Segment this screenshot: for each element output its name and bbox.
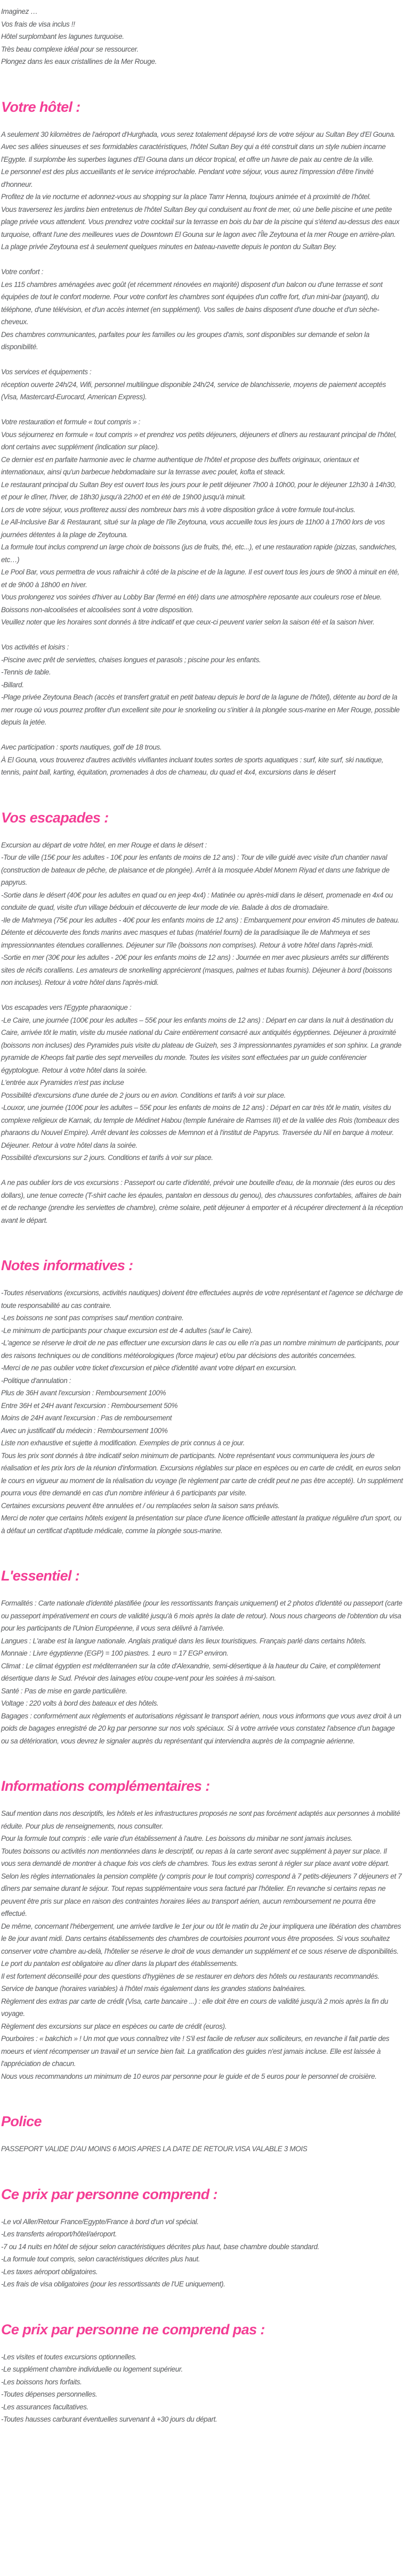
paragraph-line: -Toutes hausses carburant éventuelles survenant à +30 jours du départ.: [1, 2415, 217, 2424]
paragraph-line: Pour la formule tout compris : elle varie d'un établissement à l'autre. Les boissons du minibar ne sont jamais incluses.: [1, 1834, 353, 1843]
section-heading: Ce prix par personne comprend :: [1, 2186, 217, 2202]
paragraph-line: Tous les prix sont donnés à titre indicatif selon minimum de participants. Notre représentant vous communiquera les jours de réalisation et les prix lors de la réunion d'information. Excursions réglables sur place en espèces ou en carte de crédit, en euros selon le cours en vigueur au moment de la réalisation du voyage (le règlement par carte de crédit peut ne pas être accepté). Un supplément pourra vous être demandé en cas d'un nombre inférieur à 6 participants par visite.: [1, 1451, 403, 1497]
section: [1, 1778, 403, 2083]
paragraph-line: -Les boissons hors forfaits.: [1, 2377, 82, 2386]
paragraph-line: -Piscine avec prêt de serviettes, chaises longues et parasols ; piscine pour les enfants.: [1, 655, 261, 664]
paragraph-line: Votre confort :: [1, 268, 44, 276]
paragraph-line: -Sortie en mer (30€ pour les adultes - 20€ pour les enfants moins de 12 ans) : Journée en mer avec plusieurs arrêts sur différents sites de récifs coralliens. Les amateurs de snorkelling apprécieront (masques, palmes et tubas fournis). Déjeuner à bord (boissons non incluses). Retour à votre hôtel dans l'après-midi.: [1, 953, 392, 987]
paragraph-line: -Toutes dépenses personnelles.: [1, 2390, 98, 2399]
paragraph-line: Le personnel est des plus accueillants et le service irréprochable. Pendant votre séjour, vous aurez l'impression d'être l'invité d'honneur.: [1, 168, 374, 188]
paragraph-line: -Les taxes aéroport obligatoires.: [1, 2267, 98, 2276]
paragraph-line: -Les transferts aéroport/hôtel/aéroport.: [1, 2230, 117, 2238]
paragraph-line: La formule tout inclus comprend un large choix de boissons (jus de fruits, thé, etc...), et une restauration rapide (pizzas, sandwiches, etc…): [1, 543, 397, 564]
paragraph-line: Avec un justificatif du médecin : Remboursement 100%: [1, 1426, 168, 1435]
paragraph-line: -Merci de ne pas oublier votre ticket d'excursion et pièce d'identité avant votre départ en excursion.: [1, 1364, 297, 1372]
paragraph-line: Vous prolongerez vos soirées d'hiver au Lobby Bar (fermé en été) dans une atmosphère reposante aux couleurs rose et bleue. Boissons non-alcoolisées et alcoolisées sont à votre disposition.: [1, 593, 382, 614]
paragraph-line: -Le supplément chambre individuelle ou logement supérieur.: [1, 2365, 183, 2374]
paragraph-line: Bagages : conformément aux règlements et autorisations régissant le transport aérien, nous vous informons que vous avez droit à un poids de bagages enregistré de 20 kg par personne sur nos vols spéciaux. Si à votre arrivée vous constatez l'absence d'un bagage ou sa détérioration, vous devrez le signaler auprès du représentant qui interviendra auprès de la compagnie aérienne.: [1, 1711, 401, 1745]
paragraph-line: -Les visites et toutes excursions optionnelles.: [1, 2352, 137, 2361]
paragraph-line: -La formule tout compris, selon caractéristiques décrites plus haut.: [1, 2255, 200, 2264]
section-heading: Vos escapades :: [1, 809, 109, 826]
paragraph-line: Le port du pantalon est obligatoire au dîner dans la plupart des établissements.: [1, 1960, 238, 1968]
paragraph-line: Profitez de la vie nocturne et adonnez-vous au shopping sur la place Tamr Henna, toujours animée et à proximité de l'hôtel.: [1, 193, 371, 201]
section: [1, 2113, 403, 2155]
paragraph-line: -Louxor, une journée (100€ pour les adultes – 55€ pour les enfants de moins de 12 ans) : Départ en car très tôt le matin, visites du complexe religieux de Karnak, du temple de Médinet Habou (temple funéraire de Ramses III) et de la vallée des Rois (tombeaux des pharaons du Nouvel Empire). Arrêt devant les colosses de Memnon et à l'institut de Papyrus. Traversée du Nil en barque à moteur. Déjeuner. Retour à votre hôtel dans la soirée.: [1, 1104, 399, 1149]
paragraph-line: De même, concernant l'hébergement, une arrivée tardive le 1er jour ou tôt le matin du 2e jour impliquera une libération des chambres le 8e jour avant midi. Dans certains établissements des chambres de courtoisies pourront vous être proposées. Si vous souhaitez conserver votre chambre au-delà, l'hôtelier se réserve le droit de vous demander un supplément et ce sous réserve de disponibilités.: [1, 1922, 401, 1955]
section-heading: Informations complémentaires :: [1, 1778, 210, 1795]
paragraph-line: Entre 36H et 24H avant l'excursion : Remboursement 50%: [1, 1401, 178, 1410]
paragraph-line: Avec participation : sports nautiques, golf de 18 trous.: [1, 743, 162, 752]
paragraph-line: Santé : Pas de mise en garde particulière.: [1, 1686, 127, 1695]
paragraph-line: Toutes boissons ou activités non mentionnées dans le descriptif, ou repas à la carte seront avec supplément à payer sur place. Il vous sera demandé de montrer à chaque fois vos clefs de chambres. Tous les extras seront à régler sur place avant votre départ.: [1, 1847, 390, 1868]
paragraph-line: -Politique d'annulation :: [1, 1376, 71, 1385]
paragraph-line: Vous séjournerez en formule « tout compris » et prendrez vos petits déjeuners, déjeuners et dîners au restaurant principal de l'hôtel, dont certains avec supplément (indication sur place).: [1, 430, 397, 451]
paragraph-line: Nous vous recommandons un minimum de 10 euros par personne pour le guide et de 5 euros pour le personnel de croisière.: [1, 2072, 377, 2080]
paragraph-line: Sauf mention dans nos descriptifs, les hôtels et les infrastructures proposés ne sont pas forcément adaptés aux personnes à mobilité réduite. Pour plus de renseignements, nous consulter.: [1, 1809, 400, 1830]
paragraph-line: -Tour de ville (15€ pour les adultes - 10€ pour les enfants de moins de 12 ans) : Tour de ville guidé avec visite d'un chantier naval (construction de bateaux de pêche, de plaisance et de plongée). Arrêt à la mosquée Abdel Monem Riyad et dans une fabrique de papyrus.: [1, 853, 390, 887]
section-heading: Police: [1, 2113, 42, 2130]
section-heading: L'essentiel :: [1, 1568, 80, 1584]
paragraph-line: Voltage : 220 volts à bord des bateaux et des hôtels.: [1, 1699, 159, 1708]
paragraph-line: Plongez dans les eaux cristallines de la Mer Rouge.: [1, 57, 157, 65]
section: [1, 5, 403, 68]
paragraph-line: Liste non exhaustive et sujette à modification. Exemples de prix connus à ce jour.: [1, 1439, 245, 1447]
paragraph-line: Règlement des excursions sur place en espèces ou carte de crédit (euros).: [1, 2022, 227, 2030]
paragraph-line: Les 115 chambres aménagées avec goût (et récemment rénovées en majorité) disposent d'un balcon ou d'une terrasse et sont équipées de tout le confort moderne. Pour votre confort les chambres sont équipées d'un coffre fort, d'un mini-bar (payant), du téléphone, d'une télévision, et d'un accès internet (en supplément). Vos salles de bains disposent d'une douche et d'un sèche-cheveux.: [1, 280, 383, 326]
paragraph-line: Formalités : Carte nationale d'identité plastifiée (pour les ressortissants français uniquement) et 2 photos d'identité ou passeport (carte ou passeport impérativement en cours de validité jusqu'à 6 mois après la date de retour). Nous nous chargeons de l'obtention du visa pour les participants de l'Union Européenne, il vous sera délivré à l'arrivée.: [1, 1599, 402, 1633]
blank-line: [1, 989, 403, 1002]
paragraph-line: réception ouverte 24h/24, Wifi, personnel multilingue disponible 24h/24, service de blanchisserie, moyens de paiement acceptés (Visa, Mastercard-Eurocard, American Express).: [1, 380, 386, 401]
paragraph-line: -Les assurances facultatives.: [1, 2402, 88, 2411]
blank-line: [1, 253, 403, 266]
paragraph-line: Pourboires : « bakchich » ! Un mot que vous connaîtrez vite ! S'il est facile de refuser aux solliciteurs, en revanche il fait partie des moeurs et vient récompenser un travail et un service bien fait. La gratification des guides n'est jamais incluse. Elle est laissée à l'appréciation de chacun.: [1, 2035, 390, 2068]
paragraph-line: Hôtel surplombant les lagunes turquoise.: [1, 32, 124, 40]
paragraph-line: -Plage privée Zeytouna Beach (accès et transfert gratuit en petit bateau depuis le bord de la lagune de l'hôtel), détente au bord de la mer rouge où vous pourrez profiter d'un excellent site pour le snorkeling ou s'initier à la plongée sous-marine en Mer Rouge, possible depuis la jetée.: [1, 693, 400, 727]
paragraph-line: A seulement 30 kilomètres de l'aéroport d'Hurghada, vous serez totalement dépaysé lors de votre séjour au Sultan Bey d'El Gouna.: [1, 130, 395, 138]
paragraph-line: Vos escapades vers l'Egypte pharaonique :: [1, 1003, 132, 1012]
paragraph-line: Ce dernier est en parfaite harmonie avec le charme authentique de l'hôtel et propose des buffets originaux, orientaux et internationaux, ainsi qu'un barbecue hebdomadaire sur la terrasse avec poulet, kofta et steack.: [1, 455, 359, 476]
paragraph-line: Vos frais de visa inclus !!: [1, 20, 75, 28]
paragraph-line: -Billard.: [1, 680, 24, 689]
paragraph-line: Possibilité d'excursions d'une durée de 2 jours ou en avion. Conditions et tarifs à voir sur place.: [1, 1091, 286, 1099]
paragraph-line: PASSEPORT VALIDE D'AU MOINS 6 MOIS APRES LA DATE DE RETOUR.VISA VALABLE 3 MOIS: [1, 2145, 308, 2153]
section-heading: Votre hôtel :: [1, 98, 80, 115]
section: [1, 1257, 403, 1537]
paragraph-line: -Ile de Mahmeya (75€ pour les adultes - 40€ pour les enfants moins de 12 ans) : Embarquement pour environ 45 minutes de bateau. Détente et découverte des fonds marins avec masques et tubas (matériel fourni) de la paradisiaque île de Mahmeya et ses impressionnantes étendues coralliennes. Déjeuner sur l'île (boissons non comprises). Retour à votre hôtel dans l'après-midi.: [1, 916, 400, 949]
blank-line: [1, 404, 403, 416]
paragraph-line: Le Pool Bar, vous permettra de vous rafraichir à côté de la piscine et de la lagune. Il est ouvert tous les jours de 9h00 à minuit en été, et de 9h00 à 18h00 en hiver.: [1, 568, 400, 589]
paragraph-line: Possibilité d'excursions sur 2 jours. Conditions et tarifs à voir sur place.: [1, 1154, 213, 1162]
section: [1, 810, 403, 1227]
paragraph-line: Selon les règles internationales la pension complète (y compris pour le tout compris) correspond à 7 petits-déjeuners 7 déjeuners et 7 dîners par semaine durant le séjour. Tout repas supplémentaire vous sera facturé par l'hôtelier. En revanche si certains repas ne peuvent être pris sur place en raison des contraintes horaires liées au transport aérien, aucun remboursement ne pourra être effectué.: [1, 1872, 402, 1918]
paragraph-line: Des chambres communicantes, parfaites pour les familles ou les groupes d'amis, sont disponibles sur demande et selon la disponibilité.: [1, 330, 370, 351]
paragraph-line: Excursion au départ de votre hôtel, en mer Rouge et dans le désert :: [1, 841, 207, 849]
paragraph-line: -Sortie dans le désert (40€ pour les adultes en quad ou en jeep 4x4) : Matinée ou après-midi dans le désert, promenade en 4x4 ou conduite de quad, visite d'un village bédouin et découverte de leur mode de vie. Balade à dos de dromadaire.: [1, 891, 393, 912]
paragraph-line: Règlement des extras par carte de crédit (Visa, carte bancaire ...) : elle doit être en cours de validité jusqu'à 2 mois après la fin du voyage.: [1, 1997, 389, 2018]
paragraph-line: À El Gouna, vous trouverez d'autres activités vivifiantes incluant toutes sortes de sports aquatiques : surf, kite surf, ski nautique, tennis, paint ball, karting, équitation, promenades à dos de chameau, du quad et 4x4, excursions dans le désert: [1, 755, 384, 777]
paragraph-line: Vos services et équipements :: [1, 368, 92, 376]
section-heading: Notes informatives :: [1, 1257, 133, 1274]
paragraph-line: -Toutes réservations (excursions, activités nautiques) doivent être effectuées auprès de votre représentant et l'agence se décharge de toute responsabilité au cas contraire.: [1, 1289, 403, 1310]
paragraph-line: Langues : L'arabe est la langue nationale. Anglais pratiqué dans les lieux touristiques. Français parlé dans certains hôtels.: [1, 1636, 367, 1645]
paragraph-line: Le restaurant principal du Sultan Bey est ouvert tous les jours pour le petit déjeuner 7h00 à 10h00, pour le déjeuner 12h30 à 14h30, et pour le dîner, l'hiver, de 18h30 jusqu'à 22h00 et en été de 19h00 jusqu'à minuit.: [1, 480, 397, 501]
paragraph-line: -Le Caire, une journée (100€ pour les adultes – 55€ pour les enfants moins de 12 ans) : Départ en car dans la nuit à destination du Caire, arrivée tôt le matin, visite du musée national du Caire entièrement consacré aux antiquités égyptiennes. Déjeuner à proximité (boissons non incluses) des Pyramides puis visite du plateau de Guizeh, ses 3 impressionnantes pyramides et son sphinx. La grande pyramide de Kheops fait partie des sept merveilles du monde. Toutes les visites sont effectuées par un guide conférencier égyptologue. Retour à votre hôtel dans la soirée.: [1, 1016, 402, 1074]
paragraph-line: Lors de votre séjour, vous profiterez aussi des nombreux bars mis à votre disposition grâce à votre formule tout-inclus.: [1, 505, 355, 514]
blank-line: [1, 1164, 403, 1177]
section: [1, 1568, 403, 1747]
paragraph-line: -Le vol Aller/Retour France/Egypte/France à bord d'un vol spécial.: [1, 2217, 199, 2226]
paragraph-line: Imaginez …: [1, 7, 38, 15]
section: [1, 2186, 403, 2291]
paragraph-line: Très beau complexe idéal pour se ressourcer.: [1, 45, 139, 53]
paragraph-line: -Le minimum de participants pour chaque excursion est de 4 adultes (sauf le Caire).: [1, 1326, 253, 1335]
paragraph-line: Vos activités et loisirs :: [1, 643, 69, 652]
paragraph-line: Vous traverserez les jardins bien entretenus de l'hôtel Sultan Bey qui conduisent au front de mer, où une belle piscine et une petite plage privée vous attendent. Vous prendrez votre cocktail sur la terrasse en bois du bar de la piscine qui s'étend au-dessus des eaux turquoise, offrant l'une des meilleures vues de Downtown El Gouna sur le lagon avec l'Île Zeytouna et la mer Rouge en arrière-plan. La plage privée Zeytouna est à seulement quelques minutes en bateau-navette depuis le ponton du Sultan Bey.: [1, 205, 400, 251]
paragraph-line: -Tennis de table.: [1, 668, 51, 677]
paragraph-line: Votre restauration et formule « tout compris » :: [1, 418, 141, 426]
paragraph-line: -Les frais de visa obligatoires (pour les ressortissants de l'UE uniquement).: [1, 2280, 225, 2289]
section-heading: Ce prix par personne ne comprend pas :: [1, 2321, 265, 2338]
paragraph-line: Merci de noter que certains hôtels exigent la présentation sur place d'une licence officielle attestant la pratique régulière d'un sport, ou à défaut un certificat d'aptitude médicale, comme la plongée sous-marine.: [1, 1514, 401, 1535]
blank-line: [1, 729, 403, 742]
paragraph-line: -Les boissons ne sont pas comprises sauf mention contraire.: [1, 1314, 184, 1322]
paragraph-line: Certaines excursions peuvent être annulées et / ou remplacées selon la saison sans préavis.: [1, 1501, 280, 1510]
paragraph-line: -L'agence se réserve le droit de ne pas effectuer une excursion dans le cas ou elle n'a pas un nombre minimum de participants, pour des raisons techniques ou de conditions météorologiques (force majeur) et/ou par décisions des autorités concernées.: [1, 1339, 399, 1360]
paragraph-line: Service de banque (horaires variables) à l'hôtel mais également dans les grandes stations balnéaires.: [1, 1985, 306, 1993]
blank-line: [1, 353, 403, 366]
paragraph-line: A ne pas oublier lors de vos excursions : Passeport ou carte d'identité, prévoir une bouteille d'eau, de la monnaie (des euros ou des dollars), une tenue correcte (T-shirt cache les épaules, pantalon en dessous du genou), des chaussures confortables, affaires de bain et de rechange (prendre les serviettes de chambre), crème solaire, petit déjeuner à emporter et à récupérer directement à la réception avant le départ.: [1, 1179, 403, 1224]
paragraph-line: L'entrée aux Pyramides n'est pas incluse: [1, 1079, 124, 1087]
blank-line: [1, 629, 403, 641]
paragraph-line: Plus de 36H avant l'excursion : Remboursement 100%: [1, 1389, 166, 1397]
section: [1, 99, 403, 779]
paragraph-line: Climat : Le climat égyptien est méditerranéen sur la côte d'Alexandrie, semi-désertique à la hauteur du Caire, et complètement désertique dans le Sud. Prévoir des lainages et/ou coupe-vent pour les soirées à mi-saison.: [1, 1661, 381, 1683]
paragraph-line: -7 ou 14 nuits en hôtel de séjour selon caractéristiques décrites plus haut, base chambre double standard.: [1, 2242, 320, 2251]
paragraph-line: Monnaie : Livre égyptienne (EGP) = 100 piastres. 1 euro = 17 EGP environ.: [1, 1649, 229, 1658]
paragraph-line: Avec ses allées sinueuses et ses formidables caractéristiques, l'hôtel Sultan Bey qui a été construit dans un style nubien incarne l'Egypte. Il surplombe les superbes lagunes d'El Gouna dans un décor tropical, et offre un havre de paix au centre de la ville.: [1, 143, 386, 163]
paragraph-line: Moins de 24H avant l'excursion : Pas de remboursement: [1, 1414, 172, 1422]
paragraph-line: Le All-Inclusive Bar & Restaurant, situé sur la plage de l'île Zeytouna, vous accueille tous les jours de 11h00 à 17h00 lors de vos journées détentes à la plage de Zeytouna.: [1, 518, 385, 539]
paragraph-line: Veuillez noter que les horaires sont donnés à titre indicatif et que ceux-ci peuvent varier selon la saison été et la saison hiver.: [1, 618, 375, 627]
paragraph-line: Il est fortement déconseillé pour des questions d'hygiènes de se restaurer en dehors des hôtels ou restaurants recommandés.: [1, 1972, 379, 1980]
section: [1, 2322, 403, 2426]
